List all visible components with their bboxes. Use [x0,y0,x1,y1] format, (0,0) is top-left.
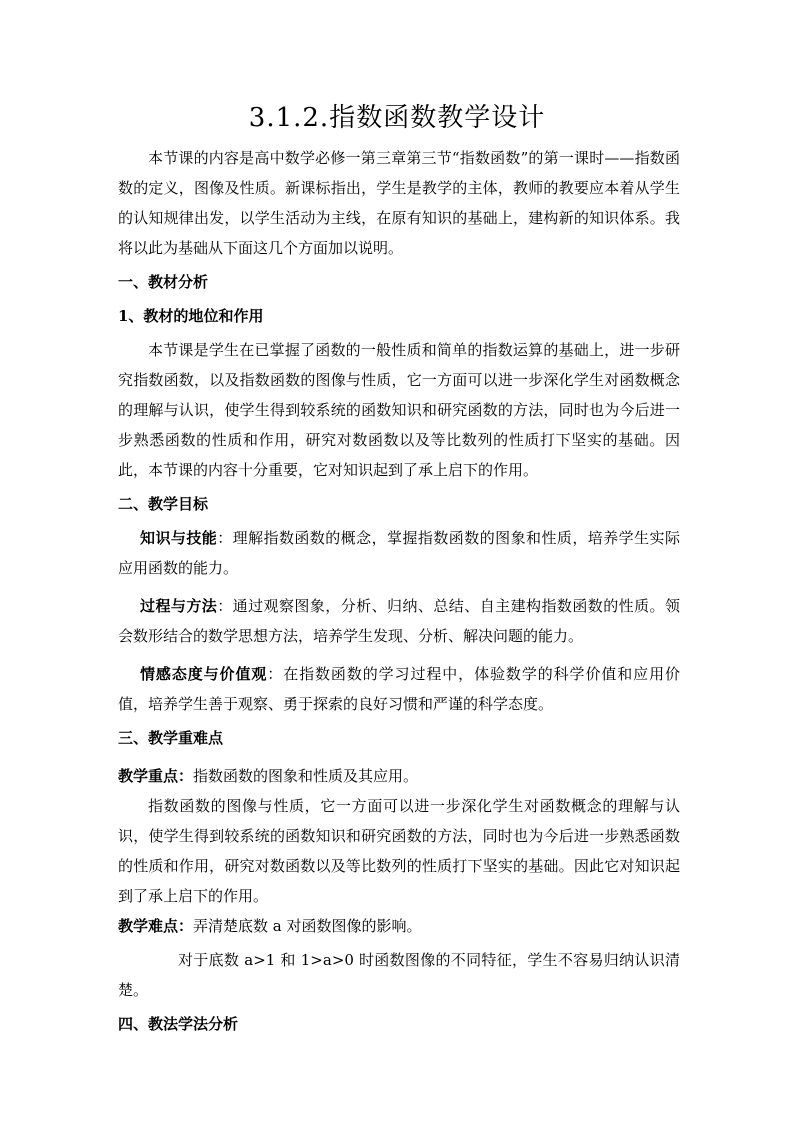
goal-knowledge-label: 知识与技能 [140,529,218,547]
goal-attitude-paragraph [118,659,680,719]
teaching-key-line [118,761,680,791]
teaching-difficulty-paragraph: 对于底数 a>1 和 1>a>0 时函数图像的不同特征，学生不容易归纳认识清楚。 [118,951,680,999]
teaching-key-text: 指数函数的图象和性质及其应用。 [193,767,419,785]
goal-attitude-label: 情感态度与价值观 [140,665,268,683]
subsection-heading-role: 1、教材的地位和作用 [118,307,264,325]
section-heading-teaching-goals: 二、教学目标 [118,495,209,513]
goal-process-paragraph [118,591,680,651]
intro-paragraph: 本节课的内容是高中数学必修一第三章第三节“指数函数”的第一课时——指数函数的定义，图像及性质。新课标指出，学生是教学的主体，教师的教要应本着从学生的认知规律出发，以学生活动为主线，在原有知识的基础上，建构新的知识体系。我将以此为基础从下面这几个方面加以说明。 [118,149,680,257]
teaching-key-label: 教学重点： [118,767,194,785]
teaching-key-paragraph: 指数函数的图像与性质，它一方面可以进一步深化学生对函数概念的理解与认识，使学生得到较系统的函数知识和研究函数的方法，同时也为今后进一步熟悉函数的性质和作用，研究对数函数以及等比数列的性质打下坚实的基础。因此它对知识起到了承上启下的作用。 [118,797,680,905]
goal-attitude-text: ：在指数函数的学习过程中，体验数学的科学价值和应用价值，培养学生善于观察、勇于探索的良好习惯和严谨的科学态度。 [118,665,680,713]
section-heading-key-difficult: 三、教学重难点 [118,729,224,747]
goal-knowledge-text: ：理解指数函数的概念，掌握指数函数的图象和性质，培养学生实际应用函数的能力。 [118,529,680,577]
goal-process-label: 过程与方法 [140,597,218,615]
teaching-difficulty-label: 教学难点： [118,917,194,935]
goal-knowledge-paragraph [118,523,680,583]
section-heading-method-analysis: 四、教法学法分析 [118,1015,239,1033]
section-heading-textbook-analysis: 一、教材分析 [118,273,209,291]
document-title: 3.1.2.指数函数教学设计 [248,103,546,133]
teaching-difficulty-line [118,911,680,941]
document-body [118,143,680,1039]
goal-process-text: ：通过观察图象，分析、归纳、总结、自主建构指数函数的性质。领会数形结合的数学思想方法，培养学生发现、分析、解决问题的能力。 [118,597,680,645]
textbook-role-paragraph: 本节课是学生在已掌握了函数的一般性质和简单的指数运算的基础上，进一步研究指数函数，以及指数函数的图像与性质，它一方面可以进一步深化学生对函数概念的理解与认识，使学生得到较系统的函数知识和研究函数的方法，同时也为今后进一步熟悉函数的性质和作用，研究对数函数以及等比数列的性质打下坚实的基础。因此，本节课的内容十分重要，它对知识起到了承上启下的作用。 [118,341,680,479]
teaching-difficulty-text: 弄清楚底数 a 对函数图像的影响。 [193,917,422,935]
